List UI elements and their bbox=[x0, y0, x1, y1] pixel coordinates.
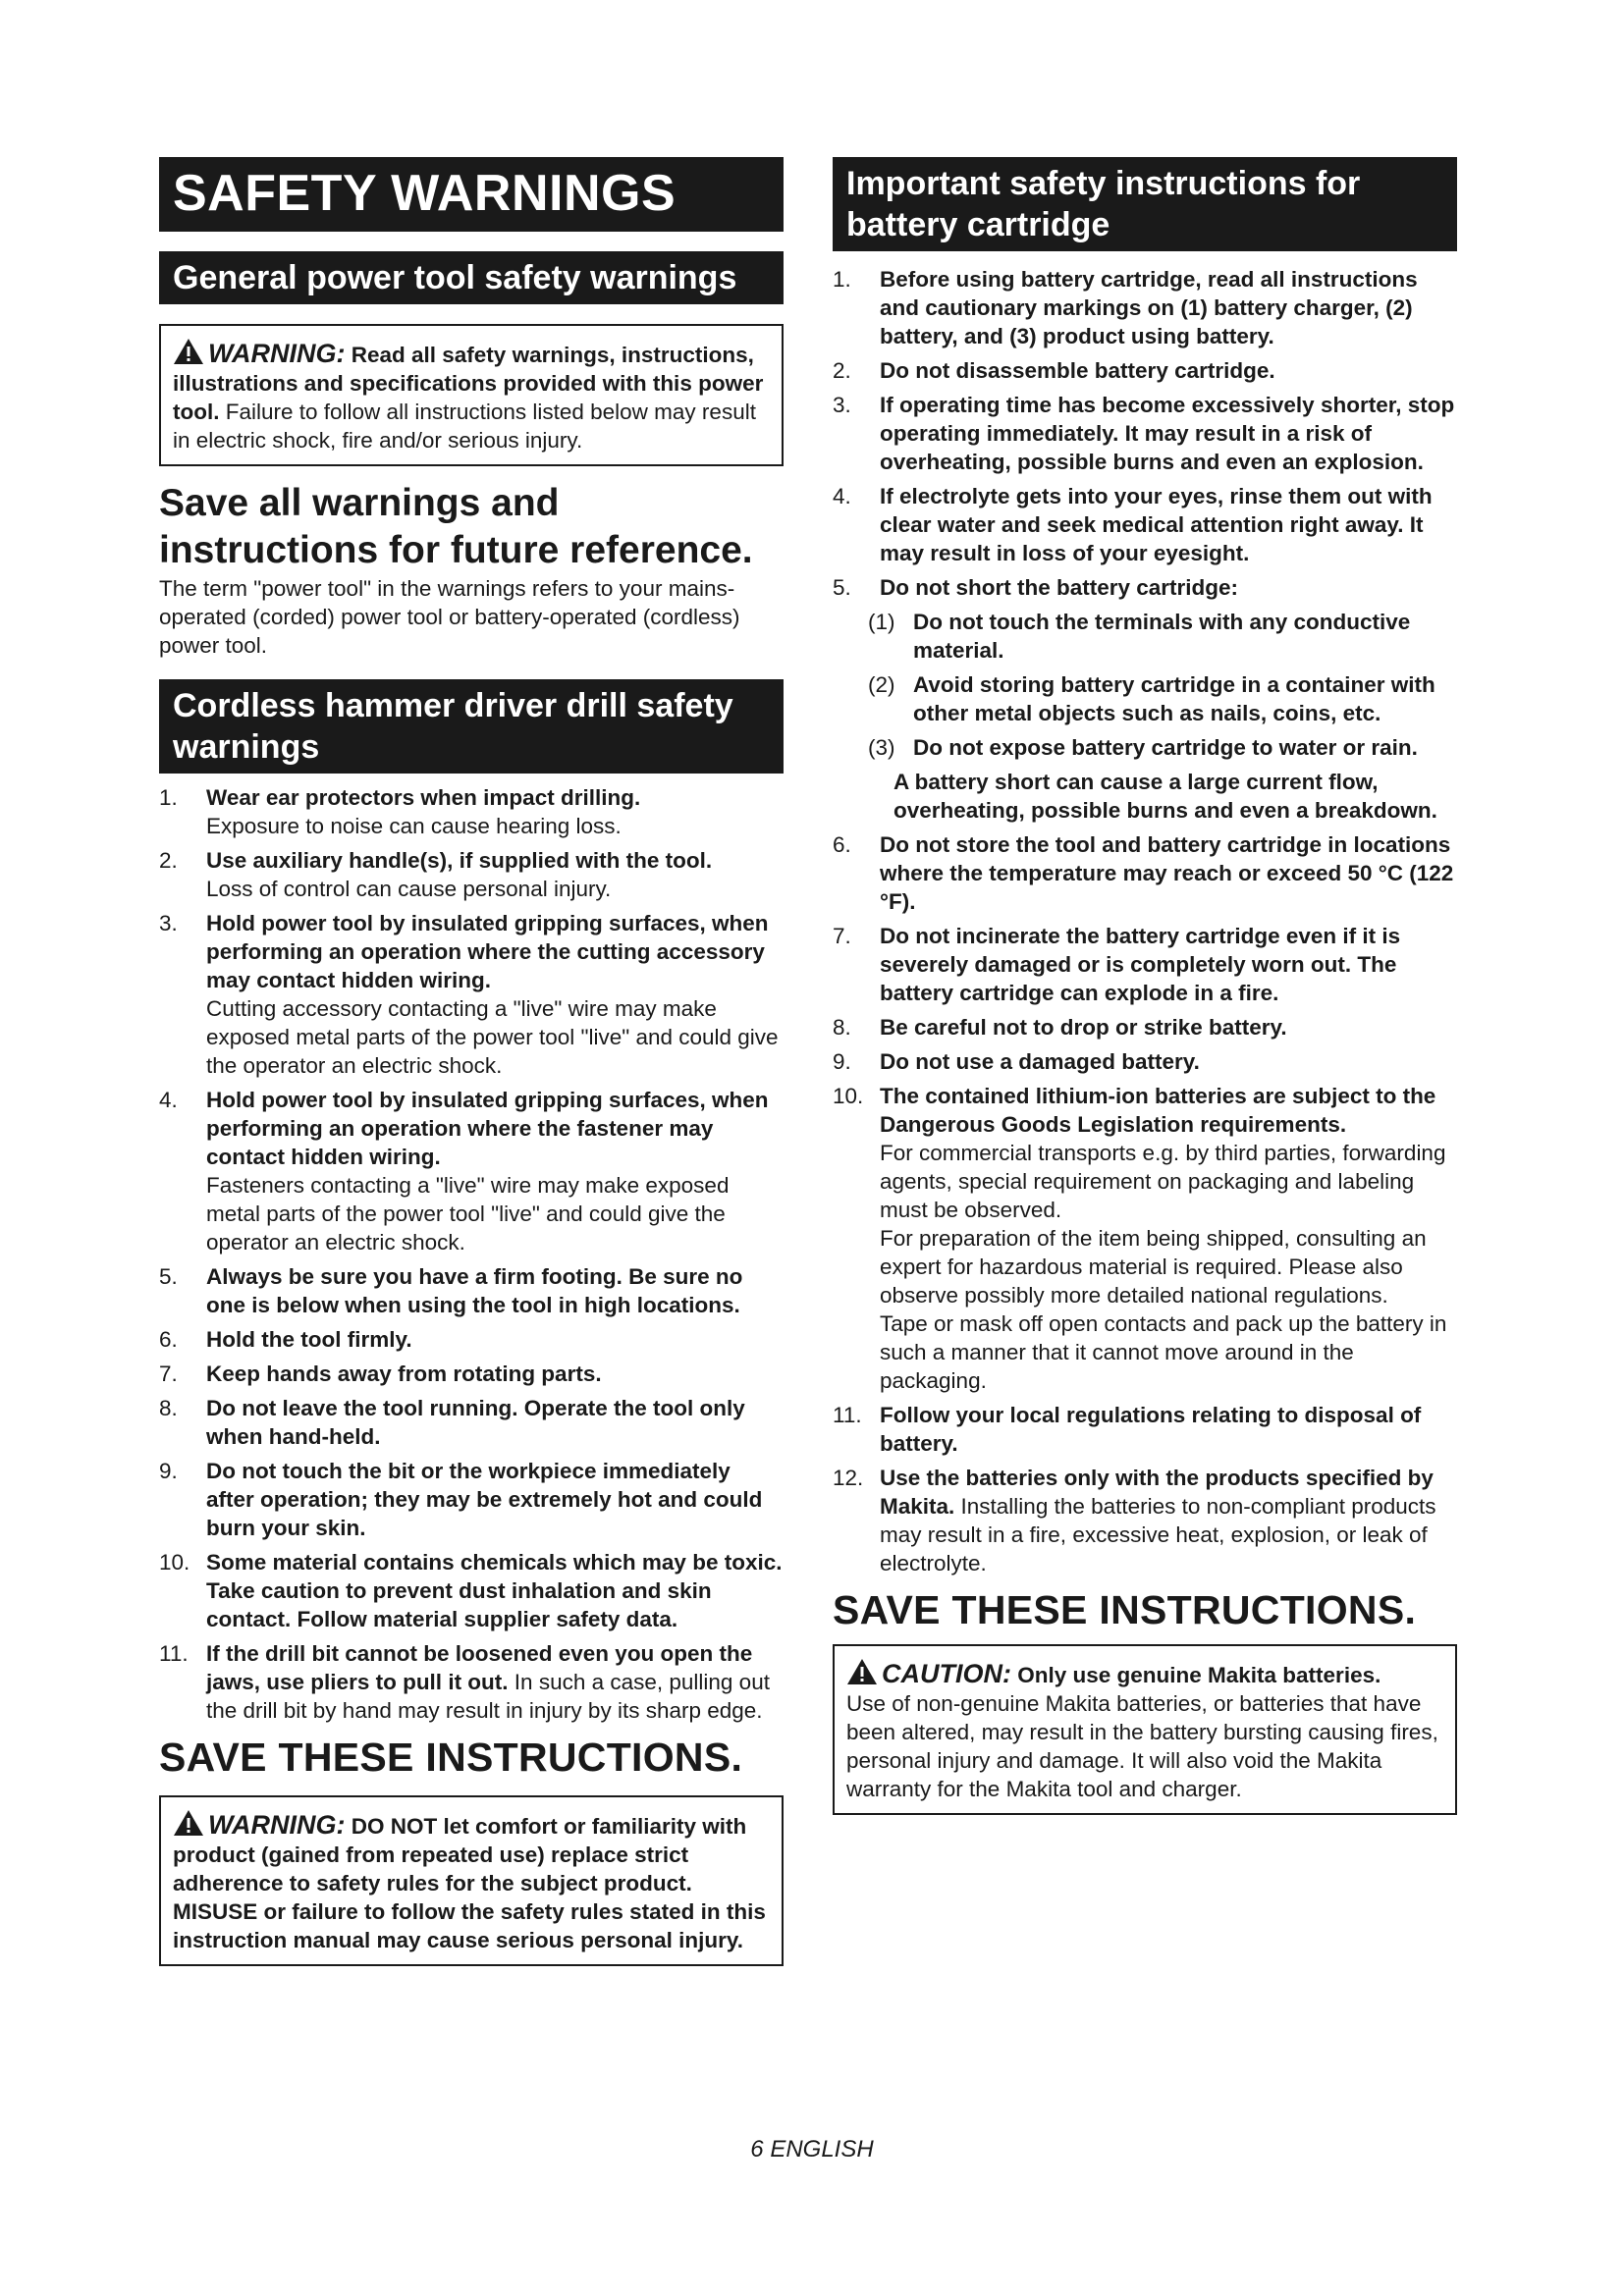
item-number: 8. bbox=[159, 1396, 178, 1420]
item-number: 6. bbox=[833, 832, 851, 857]
list-item bbox=[833, 1401, 1457, 1458]
list-item bbox=[833, 608, 1457, 665]
item-paragraph: For commercial transports e.g. by third parties, forwarding agents, special requirement on packaging and labeling must be observed. bbox=[880, 1141, 1446, 1222]
item-bold-text: Keep hands away from rotating parts. bbox=[206, 1362, 602, 1386]
battery-heading: Important safety instructions for battery cartridge bbox=[833, 157, 1457, 251]
item-text: Loss of control can cause personal injury. bbox=[206, 877, 612, 901]
save-instructions-heading: SAVE THESE INSTRUCTIONS. bbox=[833, 1587, 1417, 1632]
list-item bbox=[833, 1464, 1457, 1577]
battery-short-note: A battery short can cause a large current flow, overheating, possible burns and even a breakdown. bbox=[893, 770, 1437, 823]
save-warnings-heading: Save all warnings and instructions for future reference. bbox=[159, 482, 753, 571]
caution-tag: CAUTION: bbox=[882, 1659, 1011, 1688]
item-number: 11. bbox=[833, 1403, 862, 1427]
item-number: 11. bbox=[159, 1641, 189, 1666]
item-bold-text: Do not expose battery cartridge to water or rain. bbox=[913, 735, 1418, 760]
left-column bbox=[159, 157, 784, 1966]
warning-triangle-icon bbox=[173, 1809, 204, 1837]
battery-item-10-list bbox=[833, 1082, 1457, 1395]
list-item bbox=[833, 1013, 1457, 1041]
list-item bbox=[159, 1548, 784, 1633]
item-paragraph: For preparation of the item being shipped, consulting an expert for hazardous material is required. Please also observe possibly more detailed national regulations. bbox=[880, 1226, 1427, 1308]
item-number: (3) bbox=[868, 735, 895, 760]
battery-safety-list bbox=[833, 265, 1457, 602]
item-bold-text: Wear ear protectors when impact drilling. bbox=[206, 785, 641, 810]
item-number: 10. bbox=[833, 1084, 864, 1108]
battery-safety-list-continued bbox=[833, 830, 1457, 1076]
list-item bbox=[159, 1457, 784, 1542]
item-bold-text: Use the batteries only with the products specified by Makita. bbox=[880, 1466, 1434, 1519]
item-number: 4. bbox=[159, 1088, 178, 1112]
list-item bbox=[833, 1047, 1457, 1076]
list-item bbox=[833, 830, 1457, 916]
list-item bbox=[159, 1639, 784, 1725]
item-number: 9. bbox=[833, 1049, 851, 1074]
item-bold-text: Do not store the tool and battery cartridge in locations where the temperature may reach or exceed 50 °C (122 °F). bbox=[880, 832, 1454, 914]
item-bold-text: The contained lithium-ion batteries are subject to the Dangerous Goods Legislation requirements. bbox=[880, 1084, 1436, 1137]
item-number: 4. bbox=[833, 484, 851, 508]
item-text: Fasteners contacting a "live" wire may make exposed metal parts of the power tool "live" and could give the operator an electric shock. bbox=[206, 1173, 730, 1255]
item-bold-text: Do not short the battery cartridge: bbox=[880, 575, 1239, 600]
list-item bbox=[159, 909, 784, 1080]
list-item bbox=[159, 1360, 784, 1388]
item-bold-text: If electrolyte gets into your eyes, rinse them out with clear water and seek medical attention right away. It may result in loss of your eyesight. bbox=[880, 484, 1433, 565]
item-number: 5. bbox=[159, 1264, 178, 1289]
misuse-warning-box bbox=[159, 1795, 784, 1966]
item-number: 2. bbox=[159, 848, 178, 873]
list-item bbox=[833, 670, 1457, 727]
item-text: In such a case, pulling out the drill bit by hand may result in injury by its sharp edge. bbox=[206, 1670, 770, 1723]
item-number: (2) bbox=[868, 672, 895, 697]
item-number: 1. bbox=[159, 785, 178, 810]
item-number: 7. bbox=[159, 1362, 178, 1386]
drill-safety-list bbox=[159, 783, 784, 1725]
list-item bbox=[833, 265, 1457, 350]
item-bold-text: Do not incinerate the battery cartridge even if it is severely damaged or is completely worn out. The battery cartridge can explode in a fire. bbox=[880, 924, 1401, 1005]
list-item bbox=[159, 846, 784, 903]
item-bold-text: Hold power tool by insulated gripping surfaces, when performing an operation where the fastener may contact hidden wiring. bbox=[206, 1088, 769, 1169]
general-warning-box bbox=[159, 324, 784, 466]
caution-triangle-icon bbox=[846, 1658, 878, 1685]
list-item bbox=[159, 1262, 784, 1319]
caution-lead: Only use genuine Makita batteries. bbox=[1010, 1663, 1381, 1687]
right-column bbox=[833, 157, 1457, 1815]
warning-tag: WARNING: bbox=[208, 339, 346, 368]
item-bold-text: Some material contains chemicals which may be toxic. Take caution to prevent dust inhalation and skin contact. Follow material supplier safety data. bbox=[206, 1550, 783, 1631]
caution-body: Use of non-genuine Makita batteries, or batteries that have been altered, may result in the battery bursting causing fires, personal injury and damage. It will also void the Makita warranty for the Makita tool and charger. bbox=[846, 1691, 1438, 1801]
page-footer: 6 ENGLISH bbox=[750, 2136, 874, 2163]
warning-triangle-icon bbox=[173, 338, 204, 365]
item-number: 7. bbox=[833, 924, 851, 948]
warning-tag: WARNING: bbox=[208, 1810, 346, 1840]
item-bold-text: Do not touch the bit or the workpiece immediately after operation; they may be extremely hot and could burn your skin. bbox=[206, 1459, 763, 1540]
drill-warnings-heading: Cordless hammer driver drill safety warnings bbox=[159, 679, 784, 774]
item-number: (1) bbox=[868, 610, 895, 634]
item-number: 9. bbox=[159, 1459, 178, 1483]
general-warnings-heading: General power tool safety warnings bbox=[159, 251, 784, 304]
item-bold-text: Hold power tool by insulated gripping surfaces, when performing an operation where the cutting accessory may contact hidden wiring. bbox=[206, 911, 769, 992]
item-number: 6. bbox=[159, 1327, 178, 1352]
warning-lead: Read all safety warnings, instructions, illustrations and specifications provided with this power tool. bbox=[173, 343, 764, 424]
caution-box bbox=[833, 1644, 1457, 1815]
save-instructions-heading: SAVE THESE INSTRUCTIONS. bbox=[159, 1735, 743, 1780]
item-number: 12. bbox=[833, 1466, 864, 1490]
item-paragraph: Tape or mask off open contacts and pack up the battery in such a manner that it cannot move around in the packaging. bbox=[880, 1311, 1447, 1393]
list-item bbox=[833, 922, 1457, 1007]
item-number: 1. bbox=[833, 267, 851, 292]
item-number: 3. bbox=[833, 393, 851, 417]
list-item bbox=[833, 733, 1457, 762]
item-bold-text: Be careful not to drop or strike battery. bbox=[880, 1015, 1287, 1040]
item-bold-text: Do not disassemble battery cartridge. bbox=[880, 358, 1275, 383]
page-title: SAFETY WARNINGS bbox=[159, 157, 784, 232]
item-bold-text: If operating time has become excessively shorter, stop operating immediately. It may result in a risk of overheating, possible burns and even an explosion. bbox=[880, 393, 1455, 474]
list-item bbox=[833, 482, 1457, 567]
list-item bbox=[833, 1082, 1457, 1395]
item-bold-text: Follow your local regulations relating to disposal of battery. bbox=[880, 1403, 1422, 1456]
item-number: 2. bbox=[833, 358, 851, 383]
item-number: 3. bbox=[159, 911, 178, 935]
item-number: 10. bbox=[159, 1550, 190, 1575]
item-bold-text: Before using battery cartridge, read all instructions and cautionary markings on (1) battery charger, (2) battery, and (3) product using battery. bbox=[880, 267, 1418, 348]
item-text: Exposure to noise can cause hearing loss. bbox=[206, 814, 622, 838]
item-bold-text: If the drill bit cannot be loosened even you open the jaws, use pliers to pull it out. bbox=[206, 1641, 753, 1694]
power-tool-definition: The term "power tool" in the warnings refers to your mains-operated (corded) power tool or battery-operated (cordless) power tool. bbox=[159, 576, 740, 658]
battery-safety-list-end bbox=[833, 1401, 1457, 1577]
list-item bbox=[833, 573, 1457, 602]
list-item bbox=[159, 1394, 784, 1451]
item-bold-text: Always be sure you have a firm footing. Be sure no one is below when using the tool in high locations. bbox=[206, 1264, 743, 1317]
list-item bbox=[833, 356, 1457, 385]
warning-body: Failure to follow all instructions listed below may result in electric shock, fire and/or serious injury. bbox=[173, 400, 756, 453]
item-number: 5. bbox=[833, 575, 851, 600]
list-item bbox=[833, 391, 1457, 476]
list-item bbox=[159, 1325, 784, 1354]
item-text: Cutting accessory contacting a "live" wire may make exposed metal parts of the power tool "live" and could give the operator an electric shock. bbox=[206, 996, 779, 1078]
misuse-warning-text: DO NOT let comfort or familiarity with product (gained from repeated use) replace strict adherence to safety rules for the subject product. MISUSE or failure to follow the safety rules stated in this instruction manual may cause serious personal injury. bbox=[173, 1814, 766, 1952]
item-bold-text: Avoid storing battery cartridge in a container with other metal objects such as nails, coins, etc. bbox=[913, 672, 1435, 725]
item-text: Installing the batteries to non-compliant products may result in a fire, excessive heat, explosion, or leak of electrolyte. bbox=[880, 1494, 1436, 1575]
item-bold-text: Do not touch the terminals with any conductive material. bbox=[913, 610, 1411, 663]
item-number: 8. bbox=[833, 1015, 851, 1040]
item-bold-text: Do not leave the tool running. Operate the tool only when hand-held. bbox=[206, 1396, 745, 1449]
battery-short-sub-list bbox=[833, 608, 1457, 762]
item-bold-text: Do not use a damaged battery. bbox=[880, 1049, 1200, 1074]
list-item bbox=[159, 783, 784, 840]
item-bold-text: Use auxiliary handle(s), if supplied with the tool. bbox=[206, 848, 713, 873]
list-item bbox=[159, 1086, 784, 1256]
item-bold-text: Hold the tool firmly. bbox=[206, 1327, 412, 1352]
